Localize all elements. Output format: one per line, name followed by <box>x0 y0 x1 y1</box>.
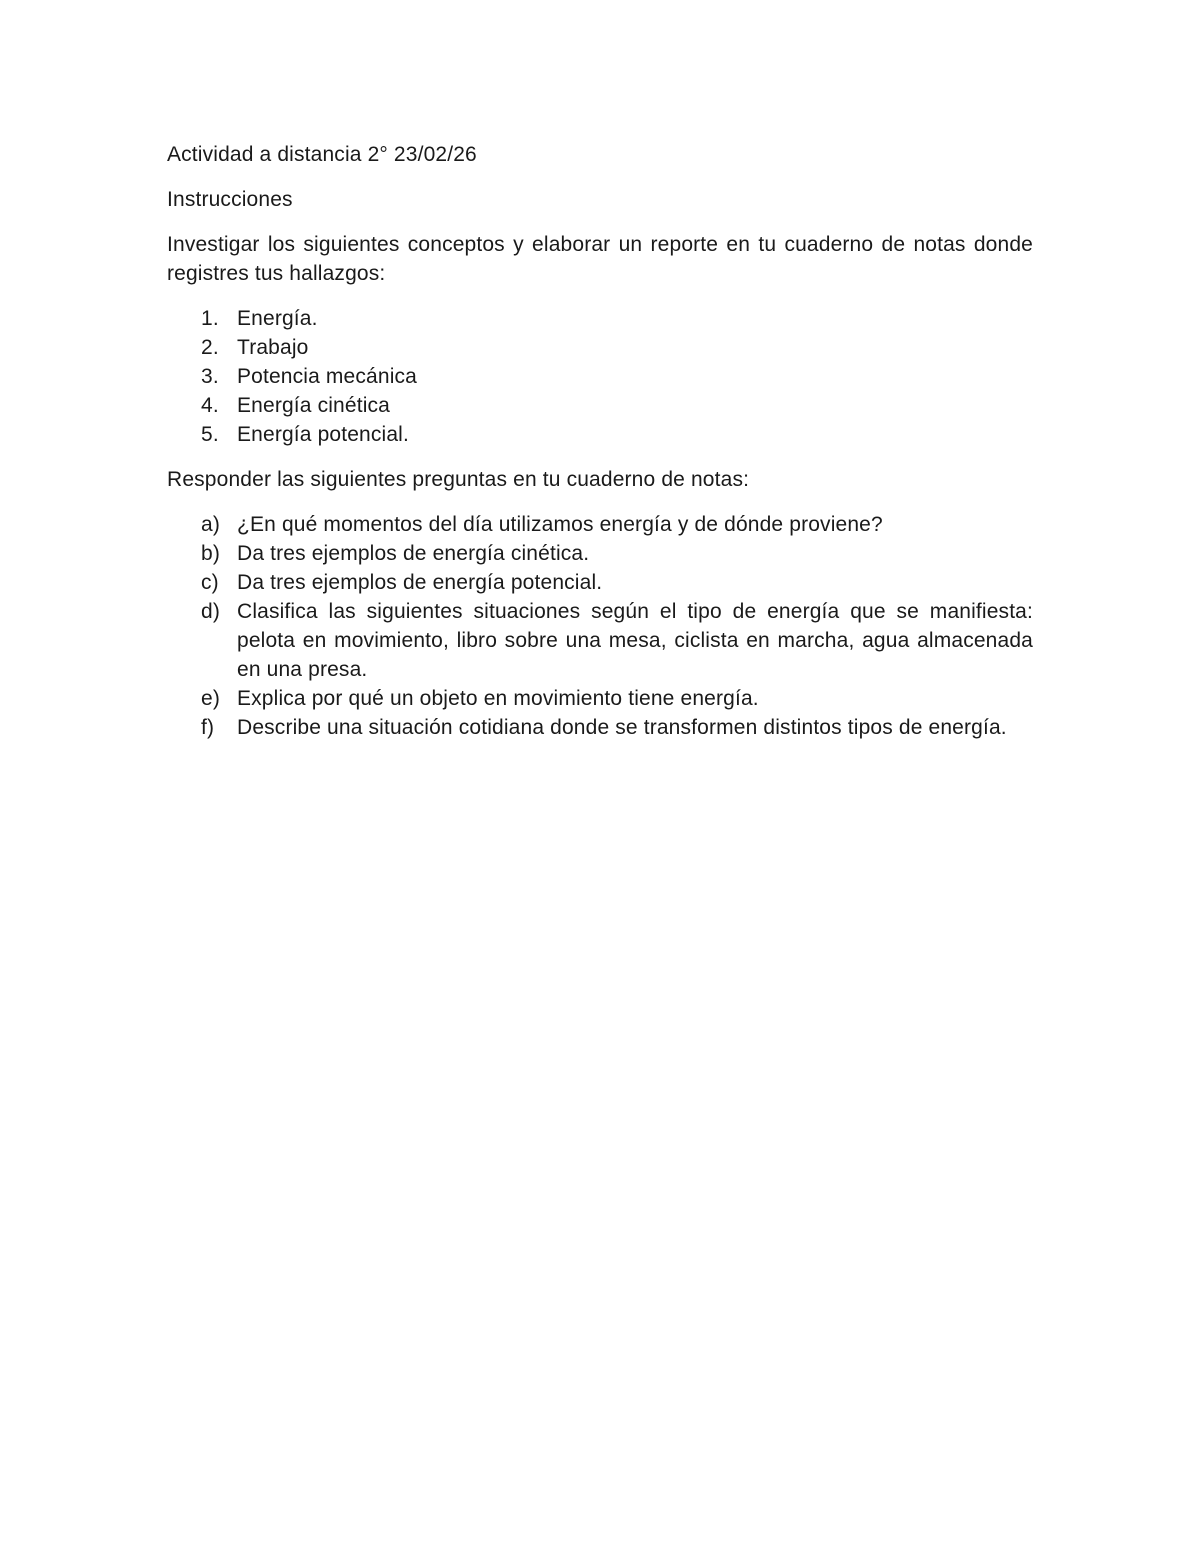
concept-text: Potencia mecánica <box>237 365 417 388</box>
question-text: Da tres ejemplos de energía cinética. <box>237 542 590 565</box>
list-item <box>167 362 1033 391</box>
list-marker: 1. <box>201 307 219 330</box>
list-marker: 5. <box>201 423 219 446</box>
question-text: Da tres ejemplos de energía potencial. <box>237 571 603 594</box>
concept-text: Energía potencial. <box>237 423 409 446</box>
document-title: Actividad a distancia 2° 23/02/26 <box>167 143 477 166</box>
list-item <box>167 420 1033 449</box>
concepts-list <box>167 304 1033 449</box>
list-item <box>167 510 1033 539</box>
list-item <box>167 391 1033 420</box>
question-text: ¿En qué momentos del día utilizamos energía y de dónde proviene? <box>237 513 883 536</box>
concept-text: Energía cinética <box>237 394 390 417</box>
questions-list <box>167 510 1033 742</box>
concept-text: Trabajo <box>237 336 309 359</box>
instructions-paragraph: Investigar los siguientes conceptos y elaborar un reporte en tu cuaderno de notas donde registres tus hallazgos: <box>167 233 1033 285</box>
list-marker: e) <box>201 687 220 710</box>
list-item <box>167 713 1033 742</box>
list-item <box>167 333 1033 362</box>
list-item <box>167 568 1033 597</box>
question-text: Describe una situación cotidiana donde se transformen distintos tipos de energía. <box>237 716 1007 739</box>
list-marker: d) <box>201 600 220 623</box>
list-marker: a) <box>201 513 220 536</box>
list-item <box>167 597 1033 684</box>
questions-intro: Responder las siguientes preguntas en tu cuaderno de notas: <box>167 468 750 491</box>
list-marker: c) <box>201 571 219 594</box>
document-body <box>167 140 1033 758</box>
list-item <box>167 684 1033 713</box>
list-marker: b) <box>201 542 220 565</box>
list-marker: f) <box>201 716 215 739</box>
instructions-heading: Instrucciones <box>167 188 293 211</box>
list-marker: 3. <box>201 365 219 388</box>
list-marker: 2. <box>201 336 219 359</box>
list-item <box>167 539 1033 568</box>
list-marker: 4. <box>201 394 219 417</box>
question-text: Explica por qué un objeto en movimiento tiene energía. <box>237 687 759 710</box>
question-text: Clasifica las siguientes situaciones según el tipo de energía que se manifiesta: pelota en movimiento, libro sobre una mesa, ciclista en marcha, agua almacenada en una presa. <box>237 600 1033 681</box>
concept-text: Energía. <box>237 307 318 330</box>
list-item <box>167 304 1033 333</box>
